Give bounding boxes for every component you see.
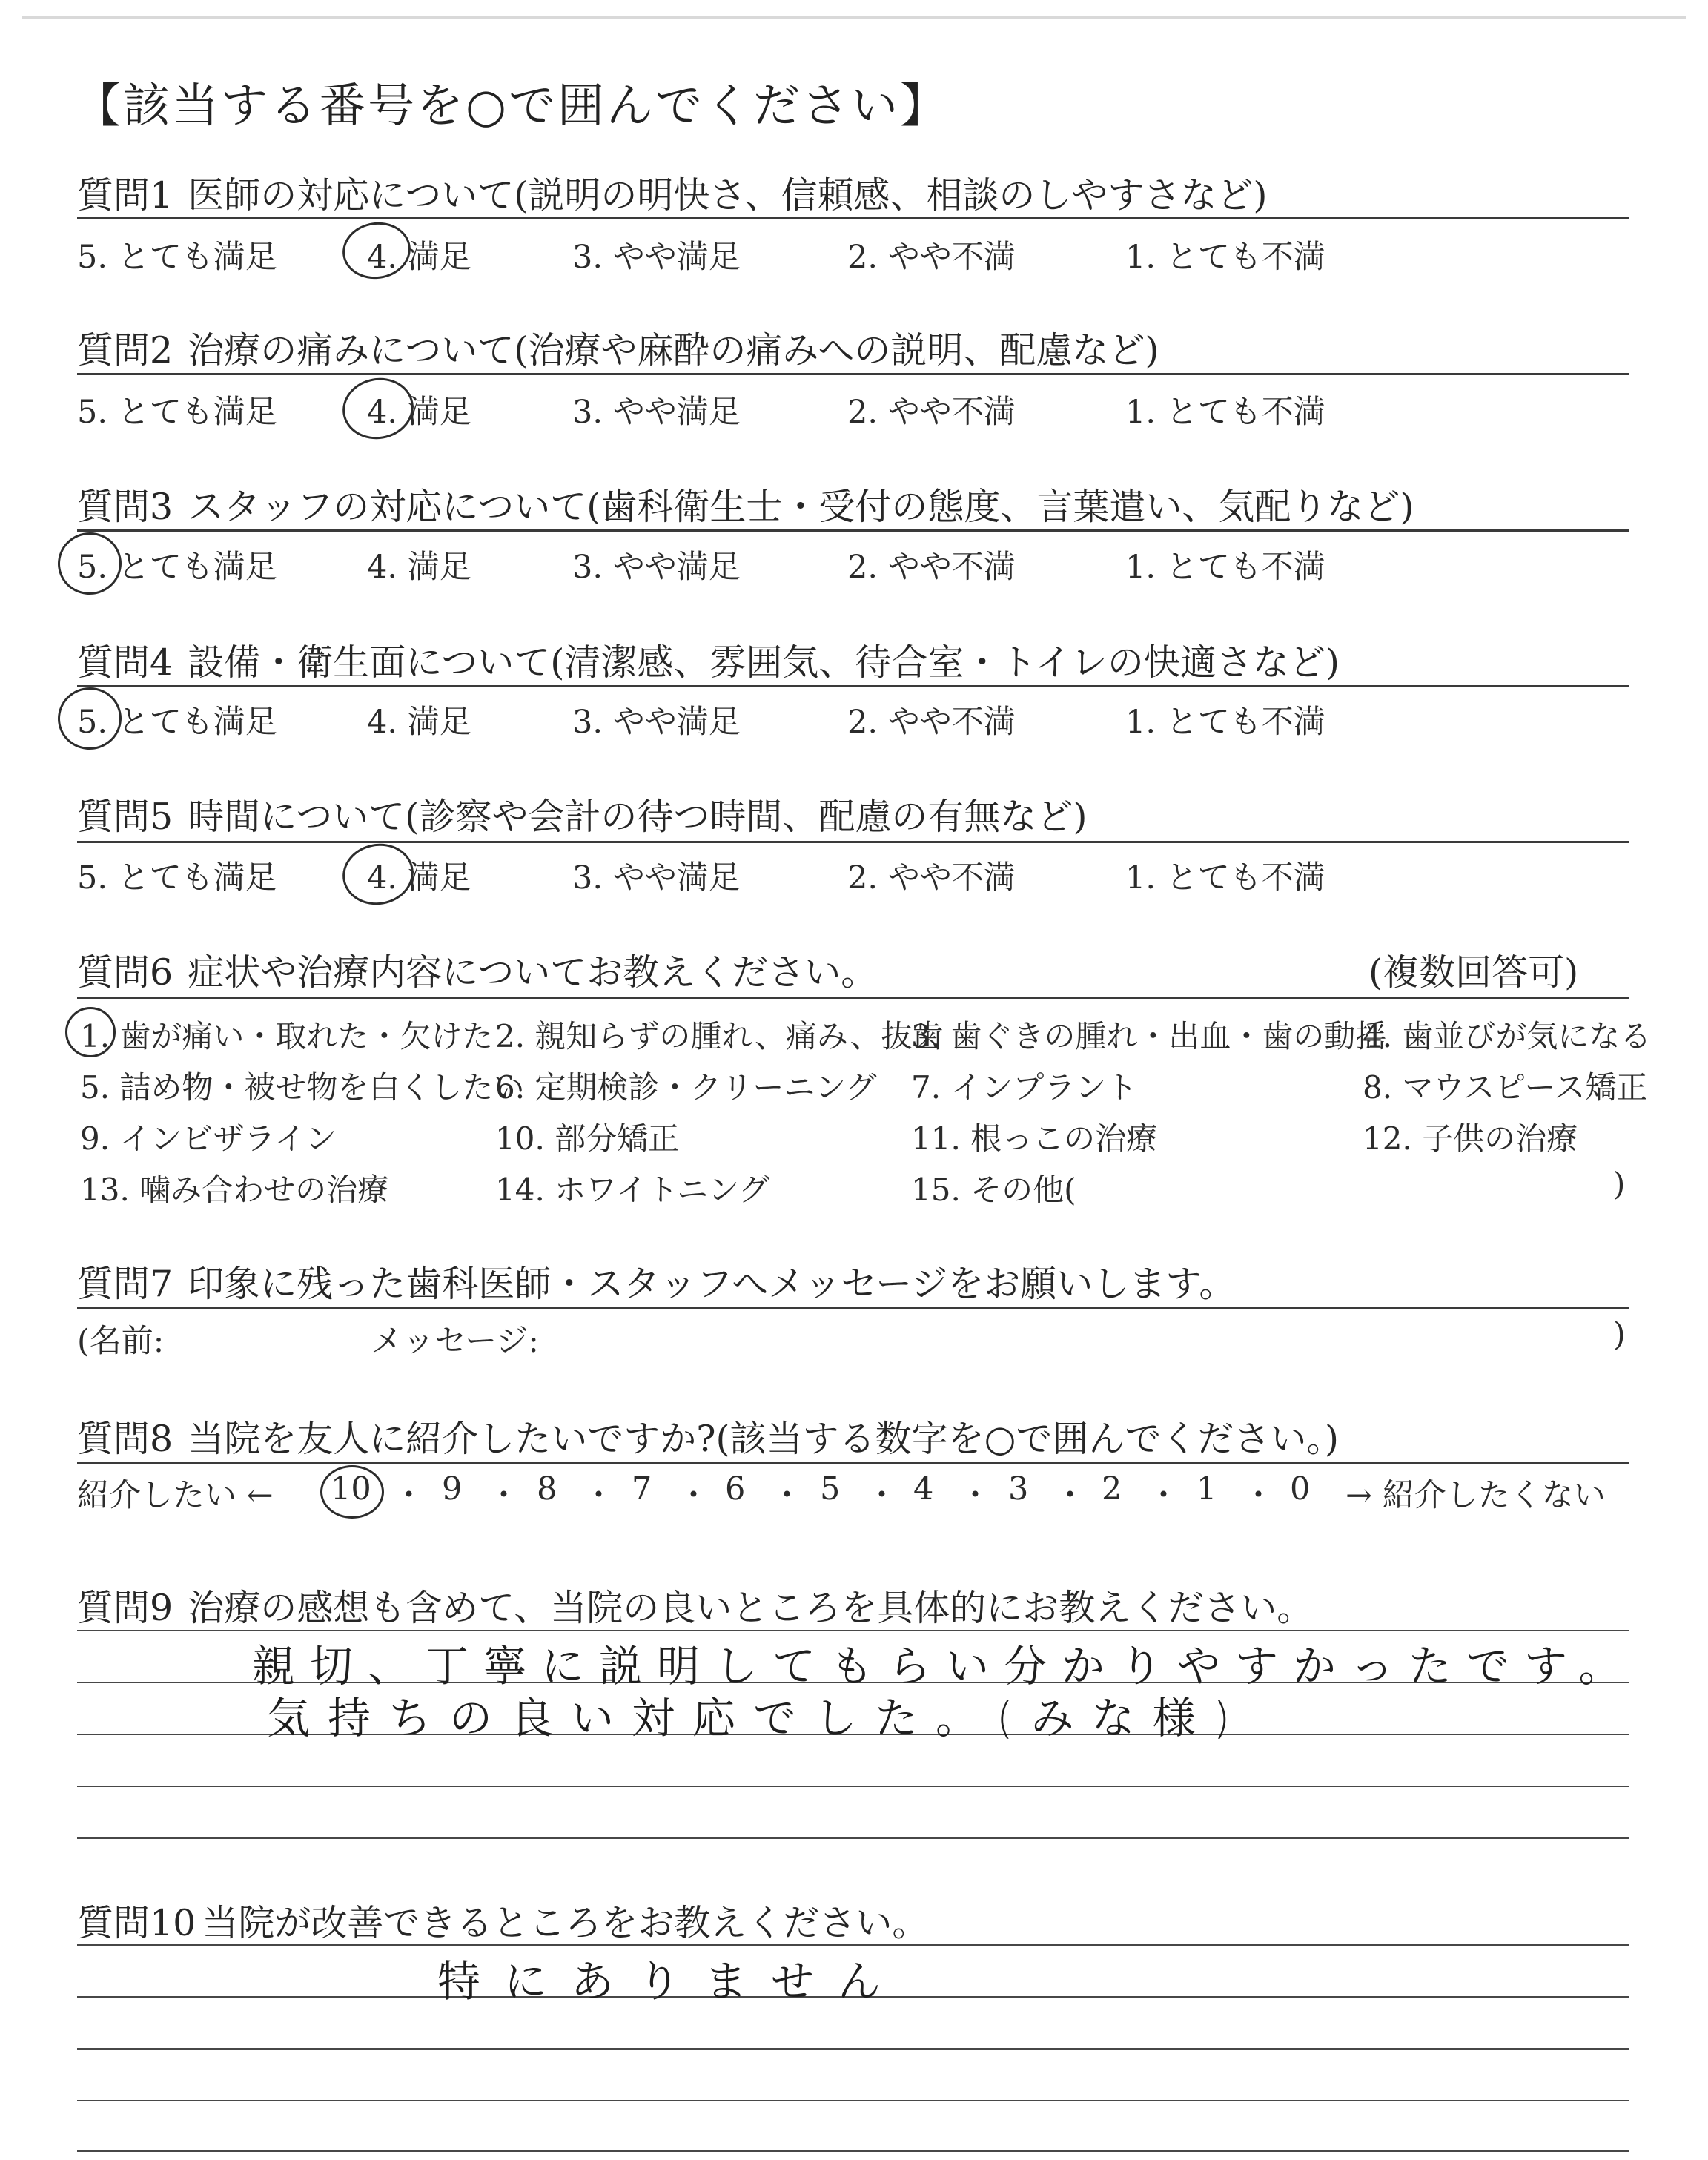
- question-text: 医師の対応について(説明の明快さ、信頼感、相談のしやすさなど): [188, 174, 1268, 217]
- option-5[interactable]: 5. とても満足: [77, 549, 277, 586]
- nps-separator: ・: [393, 1477, 425, 1514]
- question-text: 設備・衛生面について(清潔感、雰囲気、待合室・トイレの快適さなど): [188, 641, 1340, 684]
- question-text: 治療の感想も含めて、当院の良いところを具体的にお教えください。: [188, 1587, 1314, 1629]
- nps-separator: ・: [1054, 1477, 1086, 1514]
- instruction-heading: 【該当する番号を○で囲んでください】: [74, 79, 949, 133]
- nps-separator: ・: [488, 1477, 520, 1514]
- option-5[interactable]: 5. とても満足: [77, 859, 277, 896]
- nps-10[interactable]: 10: [331, 1470, 371, 1507]
- question-rule: [77, 1462, 1629, 1464]
- q6-option-5[interactable]: 5. 詰め物・被せ物を白くしたい: [80, 1069, 525, 1106]
- q6-option-8[interactable]: 8. マウスピース矯正: [1363, 1069, 1648, 1106]
- q6-option-4[interactable]: 4. 歯並びが気になる: [1363, 1018, 1652, 1054]
- q6-option-6[interactable]: 6. 定期検診・クリーニング: [495, 1069, 877, 1106]
- message-close: ): [1613, 1316, 1626, 1353]
- nps-separator: ・: [1242, 1477, 1274, 1514]
- question-7: [77, 1255, 1235, 1307]
- question-text: 時間について(診察や会計の待つ時間、配慮の有無など): [188, 796, 1088, 838]
- question-rule: [77, 529, 1629, 532]
- question-rule: [77, 997, 1629, 999]
- question-rule: [77, 373, 1629, 375]
- option-2[interactable]: 2. やや不満: [847, 394, 1016, 431]
- nps-2[interactable]: 2: [1102, 1470, 1122, 1507]
- multiple-answer-note: (複数回答可): [1368, 951, 1579, 994]
- option-1[interactable]: 1. とても不満: [1125, 239, 1325, 276]
- q6-option-10[interactable]: 10. 部分矯正: [495, 1120, 680, 1157]
- option-3[interactable]: 3. やや満足: [572, 859, 741, 896]
- question-number: 質問5: [77, 796, 173, 838]
- nps-5[interactable]: 5: [820, 1470, 841, 1507]
- question-1: [77, 167, 1267, 219]
- answer-circle: [55, 529, 125, 598]
- q6-option-2[interactable]: 2. 親知らずの腫れ、痛み、抜歯: [495, 1018, 944, 1054]
- option-4[interactable]: 4. 満足: [367, 394, 471, 431]
- option-1[interactable]: 1. とても不満: [1125, 859, 1325, 896]
- question-9: [77, 1579, 1313, 1631]
- question-number: 質問6: [77, 951, 173, 994]
- nps-right-label: → 紹介したくない: [1345, 1477, 1606, 1514]
- option-4[interactable]: 4. 満足: [367, 549, 471, 586]
- option-5[interactable]: 5. とても満足: [77, 239, 277, 276]
- option-5[interactable]: 5. とても満足: [77, 394, 277, 431]
- option-4[interactable]: 4. 満足: [367, 704, 471, 741]
- question-number: 質問1: [77, 174, 173, 217]
- question-number: 質問10: [77, 1902, 196, 1944]
- question-rule: [77, 685, 1629, 687]
- question-text: 症状や治療内容についてお教えください。: [188, 951, 878, 994]
- question-number: 質問9: [77, 1587, 173, 1629]
- answer-circle: [338, 372, 419, 444]
- question-number: 質問3: [77, 486, 173, 528]
- option-3[interactable]: 3. やや満足: [572, 239, 741, 276]
- option-2[interactable]: 2. やや不満: [847, 239, 1016, 276]
- question-number: 質問2: [77, 329, 173, 371]
- question-text: 当院を友人に紹介したいですか?(該当する数字を○で囲んでください。): [188, 1418, 1339, 1460]
- q6-option-7[interactable]: 7. インプラント: [911, 1069, 1138, 1106]
- handwritten-answer-q10: 特にありません: [437, 1956, 905, 2007]
- name-label: (名前:: [77, 1323, 165, 1360]
- nps-separator: ・: [678, 1477, 709, 1514]
- nps-3[interactable]: 3: [1008, 1470, 1029, 1507]
- nps-left-label: 紹介したい ←: [77, 1477, 274, 1514]
- question-text: 当院が改善できるところをお教えください。: [202, 1902, 929, 1944]
- writing-line: [77, 2048, 1629, 2050]
- option-2[interactable]: 2. やや不満: [847, 859, 1016, 896]
- nps-6[interactable]: 6: [725, 1470, 746, 1507]
- nps-4[interactable]: 4: [913, 1470, 934, 1507]
- nps-separator: ・: [959, 1477, 991, 1514]
- option-1[interactable]: 1. とても不満: [1125, 394, 1325, 431]
- writing-line: [77, 2150, 1629, 2152]
- question-rule: [77, 841, 1629, 843]
- q6-option-14[interactable]: 14. ホワイトニング: [495, 1172, 770, 1208]
- q6-option-13[interactable]: 13. 噛み合わせの治療: [80, 1172, 389, 1208]
- writing-line: [77, 2100, 1629, 2101]
- question-text: 治療の痛みについて(治療や麻酔の痛みへの説明、配慮など): [188, 329, 1159, 371]
- option-3[interactable]: 3. やや満足: [572, 549, 741, 586]
- question-3: [77, 478, 1414, 530]
- q6-other-close: ): [1613, 1166, 1626, 1202]
- option-1[interactable]: 1. とても不満: [1125, 549, 1325, 586]
- question-8: [77, 1410, 1339, 1462]
- nps-9[interactable]: 9: [442, 1470, 463, 1507]
- q6-option-15[interactable]: 15. その他(: [911, 1172, 1076, 1208]
- handwritten-answer-line-2: 気持ちの良い対応でした。(みな様): [267, 1693, 1248, 1743]
- top-border: [22, 16, 1686, 19]
- question-rule: [77, 217, 1629, 219]
- q6-option-12[interactable]: 12. 子供の治療: [1363, 1120, 1578, 1157]
- q6-option-9[interactable]: 9. インビザライン: [80, 1120, 337, 1157]
- nps-separator: ・: [583, 1477, 615, 1514]
- option-2[interactable]: 2. やや不満: [847, 549, 1016, 586]
- nps-0[interactable]: 0: [1290, 1470, 1311, 1507]
- nps-separator: ・: [771, 1477, 803, 1514]
- option-3[interactable]: 3. やや満足: [572, 394, 741, 431]
- option-3[interactable]: 3. やや満足: [572, 704, 741, 741]
- option-2[interactable]: 2. やや不満: [847, 704, 1016, 741]
- answer-circle: [338, 838, 419, 910]
- nps-7[interactable]: 7: [632, 1470, 652, 1507]
- writing-line: [77, 1837, 1629, 1839]
- option-4[interactable]: 4. 満足: [367, 239, 471, 276]
- question-number: 質問8: [77, 1418, 173, 1460]
- question-rule: [77, 1307, 1629, 1309]
- question-10: [77, 1895, 928, 1946]
- question-text: スタッフの対応について(歯科衛生士・受付の態度、言葉遣い、気配りなど): [188, 486, 1414, 528]
- question-2: [77, 322, 1159, 374]
- option-4[interactable]: 4. 満足: [367, 859, 471, 896]
- question-text: 印象に残った歯科医師・スタッフへメッセージをお願いします。: [188, 1263, 1236, 1305]
- question-number: 質問4: [77, 641, 173, 684]
- writing-line: [77, 1786, 1629, 1787]
- question-5: [77, 788, 1087, 840]
- handwritten-answer-line-1: 親切、丁寧に説明してもらい分かりやすかったです。: [252, 1641, 1637, 1691]
- nps-8[interactable]: 8: [537, 1470, 557, 1507]
- nps-separator: ・: [866, 1477, 898, 1514]
- nps-1[interactable]: 1: [1196, 1470, 1217, 1507]
- option-1[interactable]: 1. とても不満: [1125, 704, 1325, 741]
- q6-option-1[interactable]: 1. 歯が痛い・取れた・欠けた: [80, 1018, 494, 1054]
- question-6: [77, 944, 877, 996]
- q6-option-3[interactable]: 3. 歯ぐきの腫れ・出血・歯の動揺: [911, 1018, 1387, 1054]
- writing-line: [77, 1944, 1629, 1946]
- message-label: メッセージ:: [371, 1323, 539, 1360]
- answer-circle: [65, 1007, 116, 1057]
- option-5[interactable]: 5. とても満足: [77, 704, 277, 741]
- nps-separator: ・: [1148, 1477, 1179, 1514]
- answer-circle: [55, 684, 125, 753]
- question-4: [77, 634, 1340, 686]
- q6-option-11[interactable]: 11. 根っこの治療: [911, 1120, 1158, 1157]
- answer-circle: [320, 1465, 384, 1519]
- question-number: 質問7: [77, 1263, 173, 1305]
